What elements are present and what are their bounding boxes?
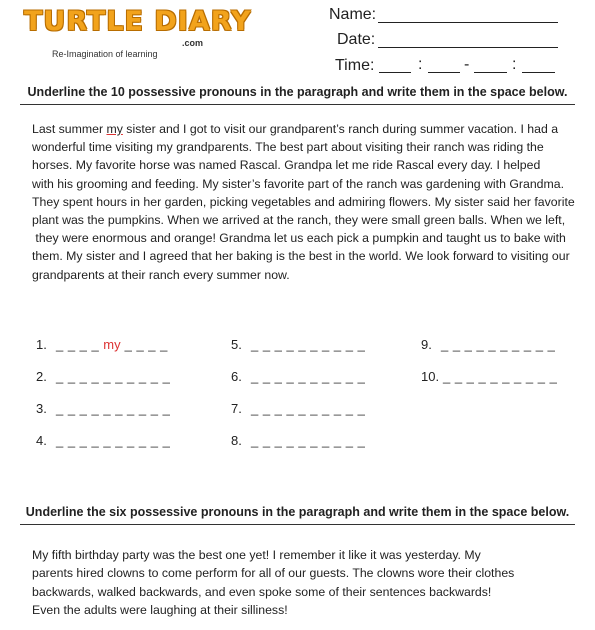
answer-4[interactable]: 4. _ _ _ _ _ _ _ _ _ _ — [36, 433, 171, 448]
answer-1[interactable]: 1. _ _ _ _ my _ _ _ _ — [36, 337, 168, 352]
paragraph-line: them. My sister and I agreed that her baking is the best in the world. We look forward to visiting our — [32, 249, 570, 264]
time-colon-2: : — [512, 56, 517, 73]
section2-divider — [20, 524, 575, 525]
underlined-pronoun: my — [106, 122, 123, 136]
section1-instruction: Underline the 10 possessive pronouns in the paragraph and write them in the space below. — [27, 85, 568, 99]
time-colon-1: : — [418, 56, 423, 73]
paragraph-line: plant was the pumpkins. When we arrived at the ranch, they were small green balls. When we left, — [32, 213, 566, 228]
answer-2[interactable]: 2. _ _ _ _ _ _ _ _ _ _ — [36, 369, 171, 384]
answer-10[interactable]: 10. _ _ _ _ _ _ _ _ _ _ — [421, 369, 558, 384]
logo-domain: .com — [182, 38, 204, 48]
paragraph-line: wonderful time visiting my grandparents. The best part about visiting their ranch was riding the — [32, 140, 544, 155]
answer-9[interactable]: 9. _ _ _ _ _ _ _ _ _ _ — [421, 337, 556, 352]
paragraph-line: backwards, walked backwards, and even spoke some of their sentences backwards! — [32, 584, 492, 599]
date-field-line[interactable] — [378, 47, 558, 48]
turtle-diary-logo — [24, 6, 252, 60]
paragraph-line: with his grooming and feeding. My sister’s favorite part of the ranch was gardening with Grandma. — [32, 176, 564, 191]
name-field-line[interactable] — [378, 22, 558, 23]
section2-instruction: Underline the six possessive pronouns in the paragraph and write them in the space below. — [25, 505, 570, 519]
paragraph-line: They spent hours in her garden, picking vegetables and admiring flowers. My sister said her favorite — [32, 194, 575, 209]
answer-1-value: my — [103, 337, 121, 352]
logo-tagline: Re-Imagination of learning — [52, 49, 158, 59]
paragraph-line: grandparents at their ranch every summer now. — [32, 267, 290, 282]
time-label: Time: — [335, 57, 375, 74]
paragraph-line: they were enormous and orange! Grandma let us each pick a pumpkin and taught us to bake with — [32, 231, 566, 246]
section1-paragraph — [32, 120, 575, 284]
answer-6[interactable]: 6. _ _ _ _ _ _ _ _ _ _ — [231, 369, 366, 384]
paragraph-line: parents hired clowns to come perform for all of our guests. The clowns wore their clothes — [32, 566, 515, 581]
answer-8[interactable]: 8. _ _ _ _ _ _ _ _ _ _ — [231, 433, 366, 448]
answer-7[interactable]: 7. _ _ _ _ _ _ _ _ _ _ — [231, 401, 366, 416]
answer-3[interactable]: 3. _ _ _ _ _ _ _ _ _ _ — [36, 401, 171, 416]
paragraph-line: My fifth birthday party was the best one yet! I remember it like it was yesterday. My — [32, 548, 481, 562]
section1-divider — [20, 104, 575, 105]
name-label: Name: — [329, 6, 377, 23]
time-hour-start-line[interactable] — [379, 72, 411, 73]
logo-wordmark: TURTLE DIARY — [24, 6, 252, 37]
time-minute-end-line[interactable] — [522, 72, 555, 73]
time-hour-end-line[interactable] — [474, 72, 507, 73]
time-minute-start-line[interactable] — [428, 72, 460, 73]
time-dash: - — [464, 56, 470, 73]
section2-paragraph — [32, 546, 572, 619]
paragraph-line: horses. My favorite horse was named Rascal. Grandpa let me ride Rascal every day. I helped — [32, 158, 541, 173]
paragraph-line: Last summer my sister and I got to visit our grandparent’s ranch during summer vacation. I had a — [32, 122, 559, 136]
answer-5[interactable]: 5. _ _ _ _ _ _ _ _ _ _ — [231, 337, 366, 352]
date-label: Date: — [337, 31, 376, 48]
paragraph-line: Even the adults were laughing at their silliness! — [32, 602, 288, 617]
